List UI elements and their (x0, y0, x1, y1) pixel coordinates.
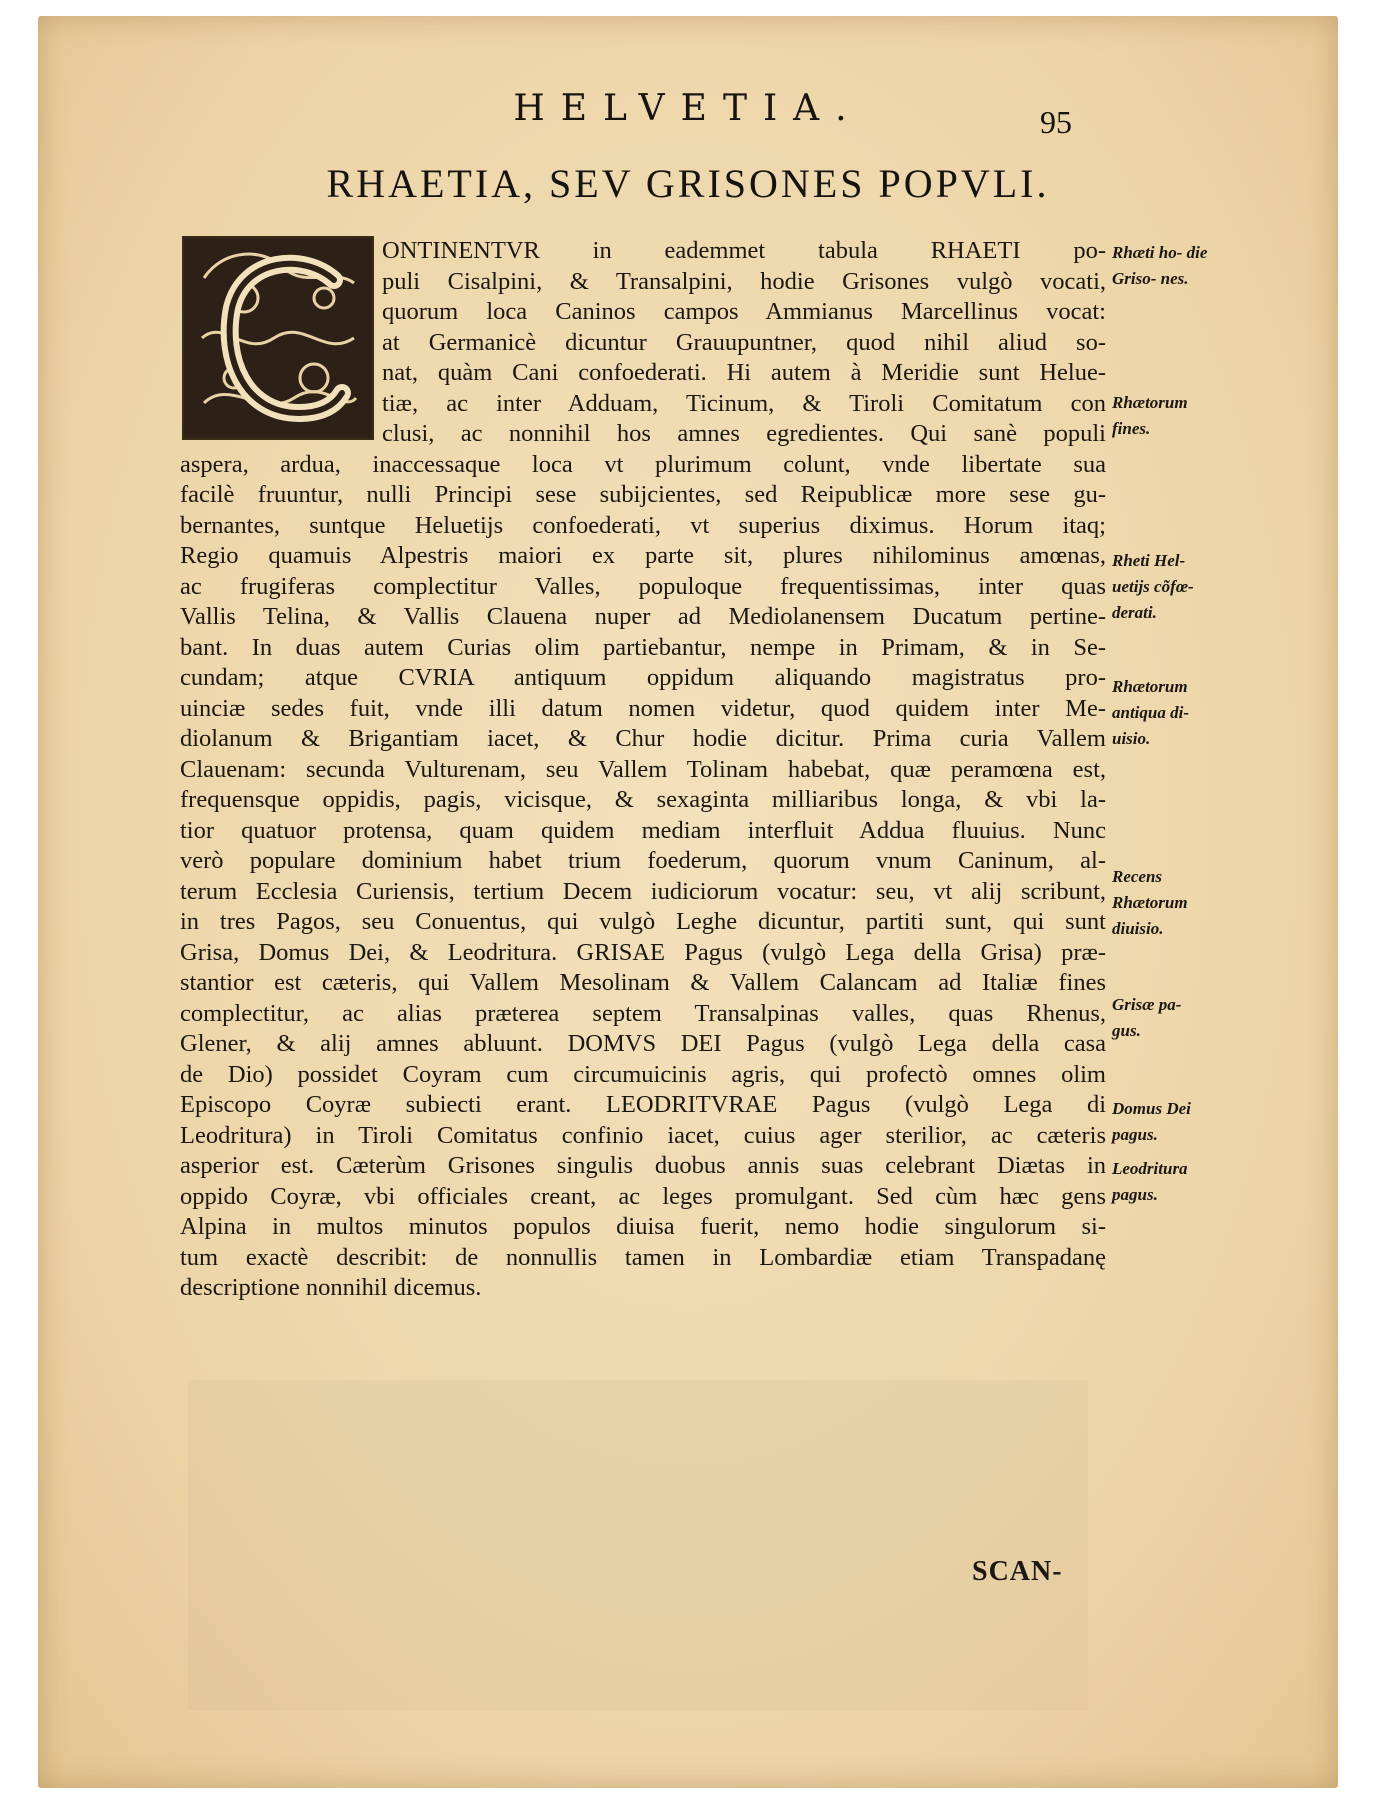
text-line: facilè fruuntur, nulli Principi sese subijcientes, sed Reipublicæ more sese gu- (180, 481, 1106, 508)
text-line: verò populare dominium habet trium foederum, quorum vnum Caninum, al- (180, 847, 1106, 874)
text-line: de Dio) possidet Coyram cum circumuicinis agris, qui profectò omnes olim (180, 1060, 1106, 1088)
text-line: tum exactè describit: de nonnullis tamen in Lombardiæ etiam Transpadanę (180, 1243, 1106, 1271)
text-line: terum Ecclesia Curiensis, tertium Decem iudiciorum vocatur: seu, vt alij scribunt, (180, 877, 1106, 905)
margin-note: Domus Dei pagus. (1112, 1099, 1191, 1144)
margin-note: Rhætorum antiqua di- uisio. (1112, 677, 1189, 748)
text-line: tior quatuor protensa, quam quidem mediam interfluit Addua fluuius. Nunc (180, 816, 1106, 844)
text-line: frequensque oppidis, pagis, vicisque, & sexaginta milliaribus longa, & vbi la- (180, 786, 1106, 813)
running-head: HELVETIA. (513, 88, 863, 129)
text-line: Alpina in multos minutos populos diuisa fuerit, nemo hodie singulorum si- (180, 1213, 1106, 1240)
margin-note: Recens Rhætorum diuisio. (1112, 867, 1188, 938)
page-number: 95 (1040, 104, 1072, 140)
text-line: quorum loca Caninos campos Ammianus Marcellinus vocat: (382, 298, 1106, 325)
text-line: Clauenam: secunda Vulturenam, seu Vallem Tolinam habebat, quæ peramœna est, (180, 755, 1106, 783)
text-line: diolanum & Brigantiam iacet, & Chur hodie dicitur. Prima curia Vallem (180, 725, 1106, 752)
body-text (180, 236, 1106, 1304)
margin-note: Rhætorum fines. (1112, 393, 1188, 438)
text-line: at Germanicè dicuntur Grauupuntner, quod nihil aliud so- (382, 328, 1106, 356)
text-line: Episcopo Coyræ subiecti erant. LEODRITVRAE Pagus (vulgò Lega di (180, 1091, 1106, 1118)
text-line: descriptione nonnihil dicemus. (180, 1274, 482, 1301)
text-line: stantior est cæteris, qui Vallem Mesolinam & Vallem Calancam ad Italiæ fines (180, 969, 1106, 996)
catchword: SCAN- (972, 1556, 1063, 1587)
text-line: bant. In duas autem Curias olim partiebantur, nempe in Primam, & in Se- (180, 633, 1106, 661)
page-title: RHAETIA, SEV GRISONES POPVLI. (326, 161, 1050, 206)
text-line: Regio quamuis Alpestris maiori ex parte sit, plures nihilominus amœnas, (180, 542, 1106, 569)
text-line: asperior est. Cæterùm Grisones singulis duobus annis suas celebrant Diætas in (180, 1152, 1106, 1179)
text-line: tiæ, ac inter Adduam, Ticinum, & Tiroli Comitatum con (382, 389, 1106, 417)
text-line: Glener, & alij amnes abluunt. DOMVS DEI Pagus (vulgò Lega della casa (180, 1030, 1106, 1057)
margin-note: Leodritura pagus. (1112, 1159, 1188, 1204)
text-line: oppido Coyræ, vbi officiales creant, ac leges promulgant. Sed cùm hæc gens (180, 1182, 1106, 1210)
text-line: Vallis Telina, & Vallis Clauena nuper ad Mediolanensem Ducatum pertine- (180, 603, 1106, 630)
text-line: clusi, ac nonnihil hos amnes egredientes. Qui sanè populi (382, 420, 1106, 447)
text-line: complectitur, ac alias præterea septem Transalpinas valles, quas Rhenus, (180, 999, 1106, 1027)
margin-note: Rhæti ho- die Griso- nes. (1112, 243, 1208, 288)
margin-note: Rheti Hel- uetijs cõfœ- derati. (1112, 551, 1194, 622)
show-through-shadow (188, 1380, 1088, 1710)
text-line: ONTINENTVR in eademmet tabula RHAETI po- (382, 237, 1106, 264)
text-line: Grisa, Domus Dei, & Leodritura. GRISAE Pagus (vulgò Lega della Grisa) præ- (180, 938, 1106, 966)
text-line: bernantes, suntque Heluetijs confoederati, vt superius diximus. Horum itaq; (180, 511, 1106, 539)
text-line: uinciæ sedes fuit, vnde illi datum nomen videtur, quod quidem inter Me- (180, 694, 1106, 722)
margin-note: Grisæ pa- gus. (1112, 995, 1182, 1040)
text-line: nat, quàm Cani confoederati. Hi autem à Meridie sunt Helue- (382, 359, 1106, 386)
text-line: ac frugiferas complectitur Valles, populoque frequentissimas, inter quas (180, 572, 1106, 600)
text-line: puli Cisalpini, & Transalpini, hodie Grisones vulgò vocati, (382, 267, 1106, 295)
text-line: Leodritura) in Tiroli Comitatus confinio iacet, cuius ager sterilior, ac cæteris (180, 1121, 1106, 1149)
text-line: in tres Pagos, seu Conuentus, qui vulgò Leghe dicuntur, partiti sunt, qui sunt (180, 908, 1106, 935)
text-line: aspera, ardua, inaccessaque loca vt plurimum colunt, vnde libertate sua (180, 450, 1106, 478)
text-line: cundam; atque CVRIA antiquum oppidum aliquando magistratus pro- (180, 664, 1106, 691)
